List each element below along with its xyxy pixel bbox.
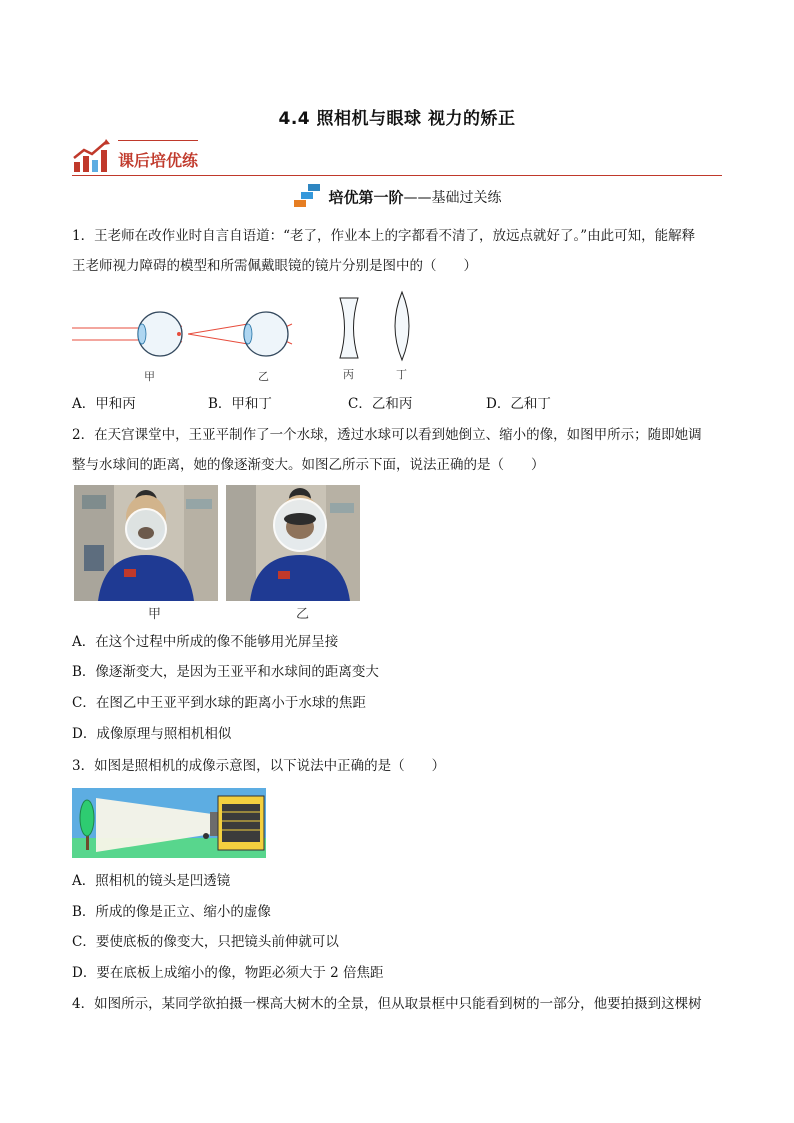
tier-heading [0,184,794,210]
photo-label-jia: 甲 [148,607,162,622]
convex-lens-icon [390,290,414,362]
water-ball-photo-yi [226,485,360,601]
q4-text-line1: 4．如图所示，某同学欲拍摄一棵高大树木的全景，但从取景框中只能看到树的一部分，他要拍摄到这棵树 [72,996,702,1012]
q1-option-b[interactable]: B．甲和丁 [208,396,272,412]
q1-text-line2: 王老师视力障碍的模型和所需佩戴眼镜的镜片分别是图中的（ ） [72,258,477,274]
q2-option-d[interactable]: D．成像原理与照相机相似 [72,726,232,742]
section-label: 课后培优练 [118,151,199,170]
water-ball-photo-jia [74,485,218,601]
q1-option-c[interactable]: C．乙和丙 [348,396,413,412]
q1-text-line1: 1．王老师在改作业时自言自语道：“老了，作业本上的字都看不清了，放远点就好了。”由此可知，能解释 [72,228,696,244]
steps-icon [292,184,322,210]
q3-option-b[interactable]: B．所成的像是正立、缩小的虚像 [72,904,271,920]
fig-label-bing: 丙 [343,368,354,381]
tier-title: 培优第一阶 [328,188,404,207]
q2-option-c[interactable]: C．在图乙中王亚平到水球的距离小于水球的焦距 [72,695,366,711]
q3-text-line1: 3．如图是照相机的成像示意图，以下说法中正确的是（ ） [72,758,446,774]
tier-subtitle: ——基础过关练 [403,190,502,206]
q3-option-a[interactable]: A．照相机的镜头是凹透镜 [72,873,231,889]
fig-label-jia: 甲 [144,370,155,383]
header-rule [72,175,722,176]
q1-option-d[interactable]: D．乙和丁 [486,396,551,412]
fig-label-yi: 乙 [258,370,269,383]
eye-diagram-jia [72,306,184,366]
q3-option-c[interactable]: C．要使底板的像变大，只把镜头前伸就可以 [72,934,339,950]
header-rule-short [118,140,198,141]
q2-text-line2: 整与水球间的距离，她的像逐渐变大。如图乙所示下面，说法正确的是（ ） [72,457,545,473]
q2-option-b[interactable]: B．像逐渐变大，是因为王亚平和水球间的距离变大 [72,664,379,680]
q2-text-line1: 2．在天宫课堂中，王亚平制作了一个水球，透过水球可以看到她倒立、缩小的像，如图甲所示；随即她调 [72,427,702,443]
fig-label-ding: 丁 [396,368,407,381]
q2-option-a[interactable]: A．在这个过程中所成的像不能够用光屏呈接 [72,634,339,650]
page-title: 4.4 照相机与眼球 视力的矫正 [278,109,516,129]
chart-trend-icon [72,138,112,174]
q3-option-d[interactable]: D．要在底板上成缩小的像，物距必须大于 2 倍焦距 [72,965,384,981]
photo-label-yi: 乙 [296,607,310,622]
section-header [72,136,722,180]
concave-lens-icon [337,296,361,360]
camera-imaging-diagram [72,788,266,858]
eye-diagram-yi [188,306,300,366]
q1-option-a[interactable]: A．甲和丙 [72,396,136,412]
